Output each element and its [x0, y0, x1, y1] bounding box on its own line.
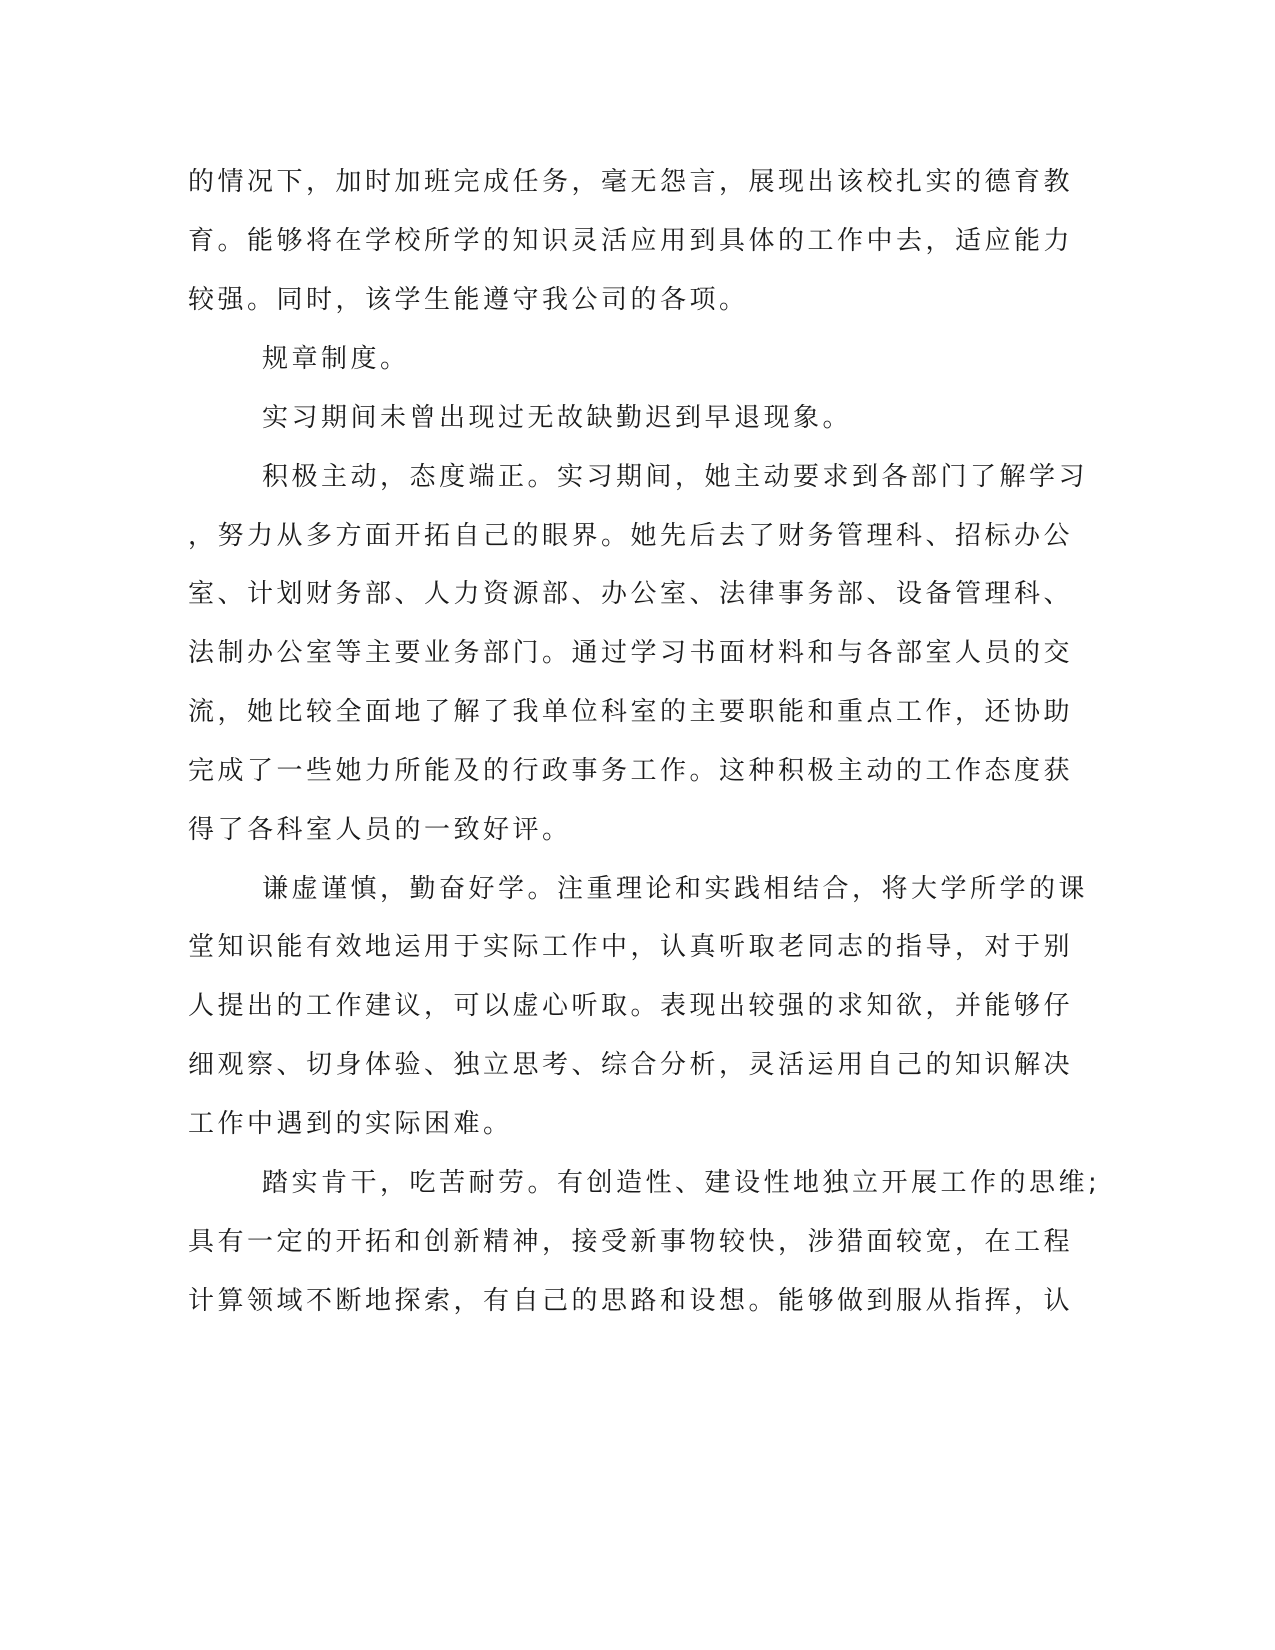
paragraph-start-line: 规章制度。 — [262, 344, 410, 374]
text-line: 育。能够将在学校所学的知识灵活应用到具体的工作中去，适应能力 — [188, 226, 1074, 256]
text-line: 室、计划财务部、人力资源部、办公室、法律事务部、设备管理科、 — [188, 579, 1074, 609]
text-line: 流，她比较全面地了解了我单位科室的主要职能和重点工作，还协助 — [188, 697, 1074, 727]
paragraph-start-line: 积极主动，态度端正。实习期间，她主动要求到各部门了解学习 — [262, 462, 1089, 492]
text-line: 堂知识能有效地运用于实际工作中，认真听取老同志的指导，对于别 — [188, 932, 1074, 962]
text-line: 较强。同时，该学生能遵守我公司的各项。 — [188, 285, 749, 315]
paragraph-start-line: 踏实肯干，吃苦耐劳。有创造性、建设性地独立开展工作的思维; — [262, 1168, 1101, 1198]
paragraph-start-line: 实习期间未曾出现过无故缺勤迟到早退现象。 — [262, 403, 853, 433]
text-line: ，努力从多方面开拓自己的眼界。她先后去了财务管理科、招标办公 — [188, 521, 1074, 551]
paragraph-start-line: 谦虚谨慎，勤奋好学。注重理论和实践相结合，将大学所学的课 — [262, 874, 1089, 904]
text-line: 人提出的工作建议，可以虚心听取。表现出较强的求知欲，并能够仔 — [188, 991, 1074, 1021]
text-line: 细观察、切身体验、独立思考、综合分析，灵活运用自己的知识解决 — [188, 1050, 1074, 1080]
text-line: 法制办公室等主要业务部门。通过学习书面材料和与各部室人员的交 — [188, 638, 1074, 668]
text-line: 计算领域不断地探索，有自己的思路和设想。能够做到服从指挥，认 — [188, 1286, 1074, 1316]
text-line: 得了各科室人员的一致好评。 — [188, 815, 572, 845]
text-line: 具有一定的开拓和创新精神，接受新事物较快，涉猎面较宽，在工程 — [188, 1227, 1074, 1257]
text-line: 完成了一些她力所能及的行政事务工作。这种积极主动的工作态度获 — [188, 756, 1074, 786]
text-line: 工作中遇到的实际困难。 — [188, 1109, 513, 1139]
text-line: 的情况下，加时加班完成任务，毫无怨言，展现出该校扎实的德育教 — [188, 167, 1074, 197]
